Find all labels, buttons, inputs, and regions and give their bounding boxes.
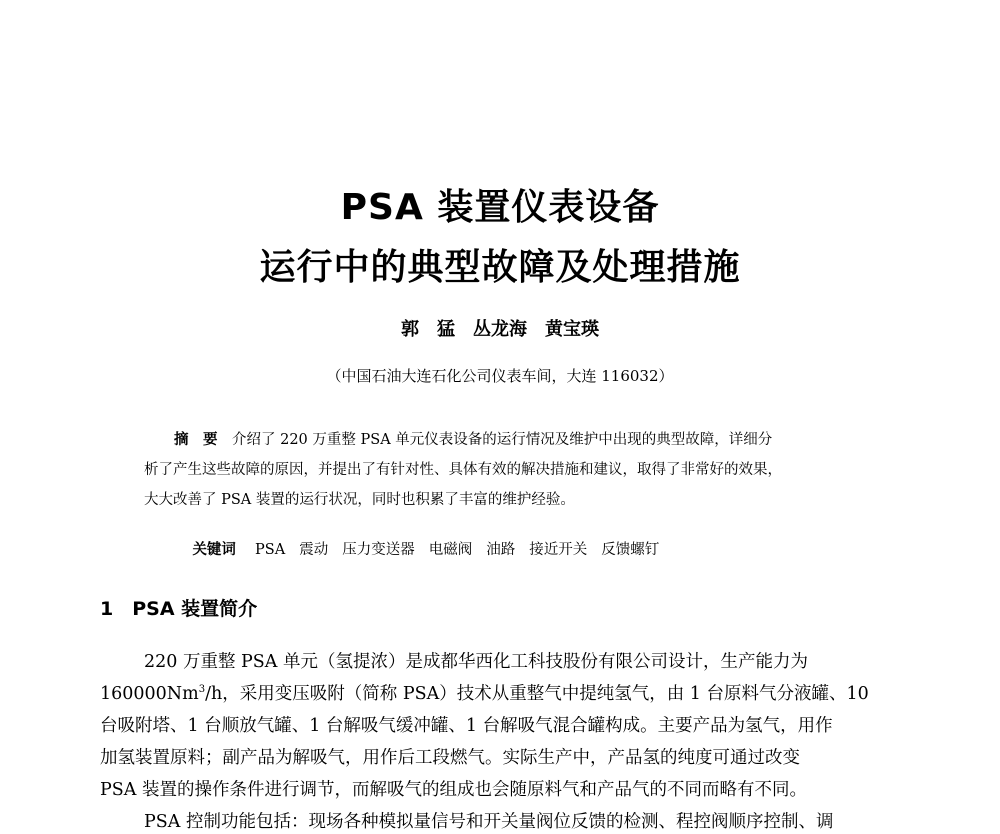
abstract-line: 析了产生这些故障的原因，并提出了有针对性、具体有效的解决措施和建议，取得了非常好的效果， <box>144 462 782 478</box>
body-text-line: PSA 装置的操作条件进行调节，而解吸气的组成也会随原料气和产品气的不同而略有不同。 <box>100 780 807 800</box>
section-heading: 1 PSA 装置简介 <box>100 598 258 620</box>
keyword: 接近开关 <box>529 542 588 558</box>
abstract-line: 大大改善了 PSA 装置的运行状况，同时也积累了丰富的维护经验。 <box>144 492 575 508</box>
keywords-label: 关键词 <box>192 542 236 558</box>
abstract-label: 摘 要 <box>174 432 218 448</box>
keyword: 反馈螺钉 <box>601 542 660 558</box>
keyword: 压力变送器 <box>342 542 415 558</box>
body-text-line: 220 万重整 PSA 单元（氢提浓）是成都华西化工科技股份有限公司设计，生产能力为 <box>144 652 808 672</box>
body-text-line: 加氢装置原料；副产品为解吸气，用作后工段燃气。实际生产中，产品氢的纯度可通过改变 <box>100 748 800 768</box>
abstract-text: 介绍了 220 万重整 PSA 单元仪表设备的运行情况及维护中出现的典型故障，详细分 <box>232 432 773 448</box>
paper-title-line-2: 运行中的典型故障及处理措施 <box>259 247 741 288</box>
keyword: 震动 <box>299 542 329 558</box>
keyword: 油路 <box>486 542 516 558</box>
author-affiliation: （中国石油大连石化公司仪表车间，大连 116032） <box>326 367 674 385</box>
keyword: 电磁阀 <box>428 542 473 558</box>
superscript: 3 <box>198 684 206 696</box>
author-list: 郭 猛 丛龙海 黄宝瑛 <box>401 319 599 340</box>
abstract-line <box>174 430 772 450</box>
keywords-line <box>174 520 673 580</box>
body-text-line: 160000Nm$^3$/h，采用变压吸附（简称 PSA）技术从重整气中提纯氢气，由 1 台原料气分液罐、10 <box>100 684 869 704</box>
keyword: PSA <box>255 542 286 558</box>
body-text-line: 台吸附塔、1 台顺放气罐、1 台解吸气缓冲罐、1 台解吸气混合罐构成。主要产品为氢气，用作 <box>100 716 833 736</box>
body-text-line: PSA 控制功能包括：现场各种模拟量信号和开关量阀位反馈的检测、程控阀顺序控制、调 <box>144 812 834 832</box>
paper-title-line-1: PSA 装置仪表设备 <box>340 187 660 228</box>
